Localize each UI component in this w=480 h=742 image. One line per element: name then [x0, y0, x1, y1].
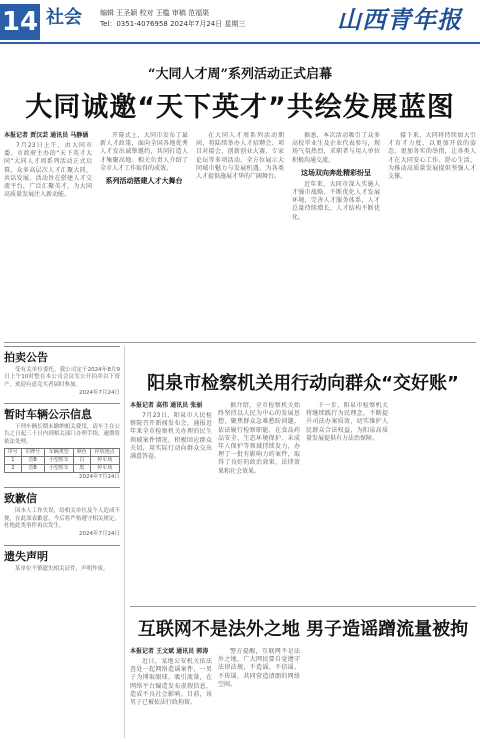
vehicle-notice — [4, 403, 120, 481]
article2-byline: 本报记者 高伟 通讯员 张丽 — [130, 402, 203, 409]
notice-date: 2024年7月24日 — [79, 531, 120, 538]
article1-para: 近年来，大同市深入实施人才强市战略，不断优化人才发展环境，完善人才服务体系，人才总量持续增长，人才结构不断优化。 — [292, 180, 380, 221]
table-cell: 黑 — [73, 465, 90, 473]
article2-col-1 — [130, 402, 212, 582]
newspaper-logo: 山西青年报 — [337, 5, 462, 34]
article1-col-2 — [100, 132, 188, 340]
article1-subhead: 这场双向奔赴精彩纷呈 — [301, 168, 371, 177]
table-cell: 停车场 — [90, 465, 119, 473]
lost-notice — [4, 545, 120, 573]
article3-col-1 — [130, 648, 212, 738]
table-cell: 停车场 — [90, 457, 119, 465]
article3-para: 近日，某地公安机关依法查处一起网络造谣案件，一男子为博取眼球、吸引流量，在网络平台编造发布虚假信息，造成不良社会影响。目前，该男子已被依法行政拘留。 — [130, 658, 212, 707]
masthead-rule — [0, 42, 480, 44]
table-header: 序号 — [5, 449, 22, 457]
editors-line: 编辑 王圣颖 校对 王槛 审稿 范福渠 — [100, 9, 210, 17]
table-cell: 晋B — [21, 457, 44, 465]
article2-para: 下一步，阳泉市检察机关将继续践行为民理念，不断提升司法办案质效，切实维护人民群众合法权益，为阳泉高质量发展提供有力法治保障。 — [306, 402, 388, 442]
vehicle-table — [4, 448, 120, 473]
article3-col-2 — [218, 648, 300, 738]
notice-body: 因本人工作失误，给相关单位及个人造成不便，在此深表歉意，今后将严格遵守相关规定，杜绝此类事件再次发生。 — [4, 508, 120, 529]
article2-body — [130, 402, 476, 582]
section-divider — [4, 342, 476, 343]
article1-para: 开幕式上，大同市发布了最新人才政策，面向全国各地优秀人才发出诚挚邀约，共同打造人才集聚高地。相关负责人介绍了全市人才工作取得的成效。 — [100, 132, 188, 172]
article3-body — [130, 648, 476, 738]
table-cell: 2 — [5, 465, 22, 473]
table-cell: 小型轿车 — [44, 465, 73, 473]
table-row — [5, 457, 120, 465]
notice-body: 下列车辆长期未缴纳相关费用，请车主在公告之日起三十日内到相关部门办理手续，逾期将依法处理。 — [4, 424, 120, 445]
table-header: 车牌号 — [21, 449, 44, 457]
article1-headline: 大同诚邀“天下英才”共绘发展蓝图 — [25, 92, 455, 123]
table-header-row — [5, 449, 120, 457]
article1-col-4 — [292, 132, 380, 340]
article2-col-2 — [218, 402, 300, 582]
notice-date: 2024年7月24日 — [79, 389, 120, 396]
article2-headline: 阳泉市检察机关用行动向群众“交好账” — [147, 373, 459, 394]
auction-notice — [4, 346, 120, 397]
notice-title: 遗失声明 — [4, 549, 48, 563]
table-cell: 1 — [5, 457, 22, 465]
apology-notice — [4, 487, 120, 538]
article2-para: 据介绍，全市检察机关始终坚持以人民为中心的发展思想，聚焦群众急难愁盼问题，依法履行检察职能，在食品药品安全、生态环境保护、未成年人保护等领域持续发力，办理了一批有影响力的案件，取得了良好的政治效果、法律效果和社会效果。 — [218, 402, 300, 475]
article1-col-5 — [388, 132, 476, 340]
article2-col-4 — [394, 402, 476, 582]
table-header: 停放地点 — [90, 449, 119, 457]
notice-date: 2024年7月24日 — [79, 474, 120, 481]
article1-para: 在大同人才周系列活动期间，将陆续举办人才招聘会、项目对接会、创新创业大赛、专家论坛等多项活动，全方位展示大同城市魅力与发展机遇，为各类人才提供施展才华的广阔舞台。 — [196, 132, 284, 181]
page-number: 14 — [0, 4, 40, 40]
article1-kicker: “大同人才周”系列活动正式启幕 — [148, 67, 332, 82]
notice-body: 某单位不慎遗失相关证件，声明作废。 — [15, 565, 109, 572]
article1-byline: 本报记者 贾汉芸 通讯员 马静涵 — [4, 132, 89, 139]
article2-col-3 — [306, 402, 388, 582]
article3-byline: 本报记者 王文斌 通讯员 郭涛 — [130, 648, 209, 655]
notice-title: 拍卖公告 — [4, 351, 48, 364]
notices-sidebar — [4, 346, 120, 738]
notice-title: 致歉信 — [4, 492, 37, 506]
table-cell: 白 — [73, 457, 90, 465]
contact-date-line: Tel：0351-4076958 2024年7月24日 星期三 — [100, 20, 246, 28]
article1-subhead: 系列活动搭建人才大舞台 — [105, 177, 183, 186]
table-cell: 小型轿车 — [44, 457, 73, 465]
section-name: 社会 — [46, 7, 82, 28]
article3-para: 警方提醒，互联网不是法外之地，广大网民要自觉遵守法律法规，不造谣、不信谣、不传谣，共同营造清朗的网络空间。 — [218, 648, 300, 688]
table-row — [5, 465, 120, 473]
table-header: 车辆类型 — [44, 449, 73, 457]
article1-body — [4, 132, 476, 340]
article1-para: 接下来，大同将持续加大引才育才力度，以更加开放的姿态、更加务实的举措，让各类人才在大同安心工作、舒心生活，为推动高质量发展提供坚强人才支撑。 — [388, 132, 476, 181]
article1-para: 7月23日上午，由大同市委、市政府主办的“天下英才大同”大同人才周系列活动正式启幕，众多高层次人才汇聚大同，共话发展。活动旨在搭建人才交流平台，广泛汇聚英才，为大同高质量发展注入新动能。 — [4, 142, 92, 199]
notice-body: 受有关单位委托，我公司定于2024年8月9日上午10时整在本公司会议室公开拍卖以下资产，欢迎有意竞买者届时参加。 — [4, 367, 120, 388]
table-cell: 晋B — [21, 465, 44, 473]
article1-col-3 — [196, 132, 284, 340]
article3-headline: 互联网不是法外之地 男子造谣蹭流量被拘 — [137, 619, 469, 640]
article1-para: 据悉，本次活动吸引了众多高校毕业生及企业代表参与，现场气氛热烈，求职者与用人单位积极沟通交流。 — [292, 132, 380, 164]
notice-title: 暂时车辆公示信息 — [4, 408, 92, 422]
article2-para: 7月23日，阳泉市人民检察院召开新闻发布会，通报近年来全市检察机关办理的民生领域案件情况，积极回应群众关切，用实际行动向群众交出满意答卷。 — [130, 412, 212, 461]
table-header: 颜色 — [73, 449, 90, 457]
article1-col-1 — [4, 132, 92, 340]
masthead — [0, 0, 480, 44]
section-divider — [130, 606, 476, 607]
column-divider — [124, 346, 125, 738]
